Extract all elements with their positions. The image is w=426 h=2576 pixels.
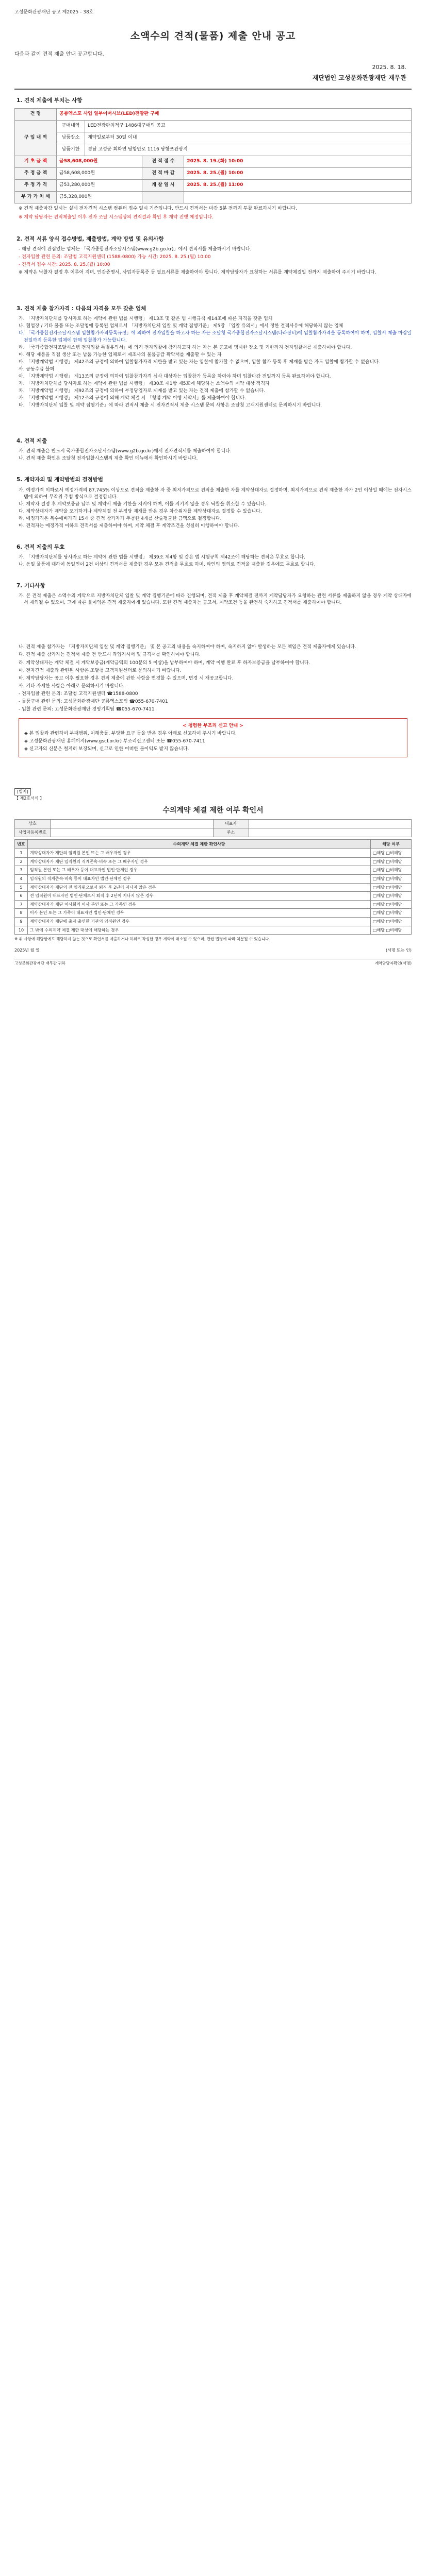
check-item: 임직원 본인 또는 그 배우자 등이 대표자인 법인·단체인 경우 — [28, 866, 371, 875]
signature-row — [14, 947, 412, 954]
list-item: 나. 견적 제출 확인은 조달청 전자입찰시스템의 제출 확인 메뉴에서 확인하시기 바랍니다. — [19, 456, 198, 462]
list-item: 아. 「지방계약법 시행령」 제13조의 규정에 의하여 입찰참가자격 심사 대상자는 입찰참가 등록을 하여야 하며 입찰마감 전일까지 등록 완료하여야 합니다. — [19, 374, 331, 379]
cell-label: 견 적 접 수 — [142, 156, 184, 167]
callout-title: < 청렴한 부조리 신고 안내 > — [183, 723, 243, 728]
list-item: 바. 계약담당자는 공고 이후 필요한 경우 견적 제출에 관한 사항을 변경할 수 있으며, 변경 시 재공고합니다. — [19, 675, 234, 681]
list-item: 바. 「지방계약법 시행령」 제42조의 규정에 의하여 입찰참가자격 제한을 받고 있는 자는 입찰에 참가할 수 없으며, 입찰 참가 등록 후 제재를 받은 자도 입찰에 참가할 수 없습니다. — [19, 359, 380, 365]
check-item: 전 임직원이 대표자인 법인·단체로서 퇴직 후 2년이 지나지 않은 경우 — [28, 892, 371, 901]
check-item: 계약상대자가 재단의 임직원 본인 또는 그 배우자인 경우 — [28, 849, 371, 858]
check-item: 계약상대자가 재단의 전 임직원으로서 퇴직 후 2년이 지나지 않은 경우 — [28, 883, 371, 892]
answer-checkbox[interactable]: □해당 □비해당 — [371, 857, 412, 866]
column-header: 수의계약 체결 제한 확인사항 — [28, 839, 371, 849]
list-item: 마. 견적자는 예정가격 이하로 견적서를 제출하여야 하며, 계약 체결 후 계약조건을 성실히 이행하여야 합니다. — [19, 523, 240, 529]
table-row — [15, 156, 412, 167]
attachment-tag: [별지] — [14, 788, 31, 795]
list-item: 가. 「지방자치단체를 당사자로 하는 계약에 관한 법률 시행령」 제39조 제4항 및 같은 법 시행규칙 제42조에 해당하는 견적은 무효로 합니다. — [19, 555, 305, 560]
overview-table — [14, 108, 412, 204]
contact-line: - 입찰 관련 문의: 고성문화관광재단 경영기획팀 ☎055-670-7411 — [19, 706, 155, 712]
list-item: 나. 견적 제출 참가자는 「지방자치단체 입찰 및 계약 집행기준」 및 본 공고의 내용을 숙지하여야 하며, 숙지하지 않아 발생하는 모든 책임은 견적 제출자에게 있습니다. — [19, 645, 356, 650]
table-row: 4 임직원의 직계존속·비속 등이 대표자인 법인·단체인 경우 □해당 □비해당 — [15, 875, 412, 884]
cell-label: 구 입 내 역 — [15, 120, 57, 156]
section-7-title: 7. 기타사항 — [17, 583, 45, 589]
section-2-title: 2. 견적 서류 양식 접수방법, 제출방법, 계약 방법 및 유의사항 — [17, 235, 164, 242]
table-row — [15, 819, 412, 828]
cell-label: 추 정 금 액 — [15, 167, 57, 179]
footer-right: 계약담당자확인(서명) — [374, 960, 412, 965]
check-item: 그 밖에 수의계약 체결 제한 대상에 해당하는 경우 — [28, 926, 371, 935]
check-item: 임직원의 직계존속·비속 등이 대표자인 법인·단체인 경우 — [28, 875, 371, 884]
cell-value: 2025. 8. 25.(월) 10:00 — [184, 167, 412, 179]
paragraph: ※ 계약은 낙찰자 결정 후 이루어 지며, 인감증명서, 사업자등록증 등 필요서류를 제출하여야 합니다. 계약담당자가 요청하는 서류를 계약체결일 전까지 제출하여 주시기 바랍니다. — [19, 270, 376, 276]
divider — [14, 89, 412, 90]
list-item: 다. 「국가종합전자조달시스템 입찰참가자격등록규정」에 의하여 전자입찰을 하고자 하는 자는 조달청 국가종합전자조달시스템(나라장터)에 입찰참가자격을 등록하여야 하며, 입찰서 제출 마감일 전일까지 등록한 업체에 한해 입찰참가 가능합니다. — [19, 331, 412, 343]
cell-value: 경남 고성군 회화면 당항만로 1116 당항포관광지 — [85, 144, 412, 156]
page-title: 소액수의 견적(물품) 제출 안내 공고 — [130, 30, 296, 42]
list-item: 다. 계약상대자가 계약을 포기하거나 계약체결 전 부정당 제재를 받은 경우 차순위자를 계약상대자로 결정할 수 있습니다. — [19, 509, 262, 514]
cell-value: LED전광판최적구 1486대구매의 공고 — [85, 120, 412, 132]
list-item: 사. 기타 자세한 사항은 아래로 문의하시기 바랍니다. — [19, 683, 125, 689]
cell-label: 주소 — [213, 828, 249, 837]
table-row — [15, 108, 412, 120]
answer-checkbox[interactable]: □해당 □비해당 — [371, 892, 412, 901]
section-1-title: 1. 견적 제출에 부치는 사항 — [17, 97, 83, 104]
additional-notes — [19, 644, 412, 713]
table-row — [15, 828, 412, 837]
cell-label: 견 적 마 감 — [142, 167, 184, 179]
table-row — [15, 132, 412, 144]
list-item: 다. 견적 제출 참가자는 견적서 제출 전 반드시 과업지시서 및 규격서를 확인하여야 합니다. — [19, 652, 201, 658]
list-item: 가. 예정가격 이하로서 예정가격의 87.745% 이상으로 견적을 제출한 자 중 최저가격으로 견적을 제출한 자를 계약상대자로 결정하며, 최저가격으로 견적 제출한 자가 2인 이상일 때에는 전자시스템에 의하여 무작위 추첨 방식으로 결정합니다. — [19, 487, 412, 500]
contact-line: - 물품구매 관련 문의: 고성문화관광재단 공룡엑스포팀 ☎055-670-7401 — [19, 699, 168, 704]
check-item: 계약상대자가 재단에 출자·출연한 기관의 임직원인 경우 — [28, 918, 371, 926]
list-item: 타. 「지방자치단체 입찰 및 계약 집행기준」에 따라 견적서 제출 시 전자견적서 제출 시스템 문의 사항은 조달청 고객지원센터로 문의하시기 바랍니다. — [19, 402, 322, 408]
section-6-title: 6. 견적 제출의 무효 — [17, 544, 65, 550]
table-row: 9 계약상대자가 재단에 출자·출연한 기관의 임직원인 경우 □해당 □비해당 — [15, 918, 412, 926]
restriction-check-table — [14, 839, 412, 935]
cell-value[interactable] — [51, 819, 214, 828]
list-item: 가. 「지방자치단체를 당사자로 하는 계약에 관한 법률 시행령」 제13조 및 같은 법 시행규칙 제14조에 따른 자격을 갖춘 업체 — [19, 316, 273, 322]
contact-line: - 전자입찰 관련 문의: 조달청 고객지원센터 ☎1588-0800 — [19, 691, 138, 697]
sign-date: 2025년 월 일 — [14, 948, 40, 953]
cell-value: 금53,280,000원 — [57, 179, 142, 191]
cell-value — [184, 191, 412, 203]
table-row: 10 그 밖에 수의계약 체결 제한 대상에 해당하는 경우 □해당 □비해당 — [15, 926, 412, 935]
callout-line: ◈ 신고자의 신분은 철저히 보장되며, 신고로 인한 어떠한 불이익도 받지 않습니다. — [24, 746, 189, 752]
section-5-title: 5. 계약자의 및 계약방법의 결정방법 — [17, 477, 103, 483]
integrity-callout — [19, 718, 407, 757]
cell-label: 대표자 — [213, 819, 249, 828]
list-item: 나. 계약자 결정 후 계약보증금 납부 및 계약서 제출 기한을 지켜야 하며, 이를 지키지 않을 경우 낙찰을 취소할 수 있습니다. — [19, 501, 267, 507]
list-item: 라. 「국가종합전자조달시스템 전자입찰 특별유의서」에 의거 전자입찰에 참가하고자 하는 자는 본 공고에 명시한 장소 및 기한까지 전자입찰서를 제출하여야 합니다. — [19, 345, 352, 350]
cell-value: 공룡엑스포 사업 일부이머시브(LED)전광판 구매 — [57, 108, 412, 120]
answer-checkbox[interactable]: □해당 □비해당 — [371, 900, 412, 909]
paragraph: - 견적서 접수 시간: 2025. 8. 25.(월) 10:00 — [19, 262, 110, 268]
issuing-organization: 재단법인 고성문화관광재단 재무관 — [312, 74, 406, 82]
note: ※ 계약 담당자는 견적제출일 이후 전자 조달 시스템상의 견적결과 확인 후 계약 진행 예정입니다. — [19, 214, 214, 220]
paragraph: - 전자입찰 관련 문의: 조달청 고객지원센터 (1588-0800) 가능 시간: 2025. 8. 25.(월) 10:00 — [19, 255, 211, 260]
cell-value: 2025. 8. 25.(월) 11:00 — [184, 179, 412, 191]
list-item: 나. 동일 물품에 대하여 동일인이 2건 이상의 견적서를 제출한 경우 모든 견적을 무효로 하며, 타인의 명의로 견적을 제출한 경우에도 무효로 합니다. — [19, 562, 316, 568]
form-number: 【 제2호서식 】 — [14, 795, 44, 801]
list-item: 가. 본 견적 제출은 소액수의 계약으로 지방자치단체 입찰 및 계약 집행기준에 따라 진행되며, 견적 제출 후 계약체결 전까지 계약담당자가 요청하는 관련 서류를 제출하지 않을 경우 계약 상대자에서 제외될 수 있으며, 그에 따른 불이익은 견적 제출자에게 있습니다. 또한 견적 제출자는 공고서, 계약조건 등을 완전히 숙지하고 견적서를 제출하여야 합니다. — [19, 594, 412, 606]
check-item: 계약상대자가 재단 임직원의 직계존속·비속 또는 그 배우자인 경우 — [28, 857, 371, 866]
cell-value[interactable] — [249, 819, 412, 828]
cell-label: 부 가 가 치 세 — [15, 191, 57, 203]
table-row — [15, 191, 412, 203]
answer-checkbox[interactable]: □해당 □비해당 — [371, 918, 412, 926]
cell-label: 추 정 가 격 — [15, 179, 57, 191]
cell-label: 개 찰 일 시 — [142, 179, 184, 191]
footer-left: 고성문화관광재단 재무관 귀하 — [14, 960, 65, 965]
cell-label: 기 초 금 액 — [15, 156, 57, 167]
column-header: 해당 여부 — [371, 839, 412, 849]
cell-value[interactable] — [249, 828, 412, 837]
cell-sublabel: 납품기한 — [57, 144, 85, 156]
intro-text: 다음과 같이 견적 제출 안내 공고합니다. — [14, 51, 104, 57]
notice-date: 2025. 8. 18. — [372, 64, 406, 71]
list-item: 가. 견적 제출은 반드시 국가종합전자조달시스템(www.g2b.go.kr)에서 전자견적서를 제출하여야 합니다. — [19, 449, 232, 454]
callout-line: ◈ 본 입찰과 관련하여 부패행위, 이해충돌, 부당한 요구 등을 받은 경우 아래로 신고하여 주시기 바랍니다. — [24, 731, 237, 736]
table-header-row — [15, 839, 412, 849]
answer-checkbox[interactable]: □해당 □비해당 — [371, 926, 412, 935]
list-item: 나. 협업장 / 기타 물품 또는 조달청에 등록된 업체로서 「지방자치단체 입찰 및 계약 집행기준」 제5장 「입찰 유의서」에서 정한 결격사유에 해당하지 않는 업체 — [19, 324, 343, 329]
cell-value: 2025. 8. 19.(화) 10:00 — [184, 156, 412, 167]
table-row: 1 계약상대자가 재단의 임직원 본인 또는 그 배우자인 경우 □해당 □비해당 — [15, 849, 412, 858]
cell-value[interactable] — [51, 828, 214, 837]
table-row: 5 계약상대자가 재단의 전 임직원으로서 퇴직 후 2년이 지나지 않은 경우 □해당 □비해당 — [15, 883, 412, 892]
list-item: 차. 「지방계약법 시행령」 제92조의 규정에 의하여 부정당업자로 제재를 받고 있는 자는 견적 제출에 참가할 수 없습니다. — [19, 388, 266, 394]
cell-label: 상호 — [15, 819, 51, 828]
cell-value: 계약일로부터 30일 이내 — [85, 132, 412, 144]
cell-sublabel: 구매내역 — [57, 120, 85, 132]
list-item: 카. 「지방계약법 시행령」 제12조의 규정에 의해 계약 체결 시 「청렴 계약 이행 서약서」를 제출하여야 합니다. — [19, 395, 246, 401]
table-row — [15, 167, 412, 179]
section-3-title: 3. 견적 제출 참가자격 : 다음의 자격을 모두 갖춘 업체 — [17, 306, 146, 312]
answer-checkbox[interactable]: □해당 □비해당 — [371, 883, 412, 892]
sign-name[interactable]: (서명 또는 인) — [386, 948, 412, 953]
cell-label — [142, 191, 184, 203]
form-footer — [14, 959, 412, 967]
cell-value: 금5,328,000원 — [57, 191, 142, 203]
table-row — [15, 179, 412, 191]
cell-value: 금58,608,000원 — [57, 156, 142, 167]
column-header: 번호 — [15, 839, 28, 849]
answer-checkbox[interactable]: □해당 □비해당 — [371, 875, 412, 884]
table-row: 7 계약상대자가 재단 이사회의 이사 본인 또는 그 가족인 경우 □해당 □비해당 — [15, 900, 412, 909]
answer-checkbox[interactable]: □해당 □비해당 — [371, 909, 412, 918]
table-row: 3 임직원 본인 또는 그 배우자 등이 대표자인 법인·단체인 경우 □해당 □비해당 — [15, 866, 412, 875]
cell-value: 금58,608,000원 — [57, 167, 142, 179]
attachment-form — [14, 788, 412, 967]
check-item: 계약상대자가 재단 이사회의 이사 본인 또는 그 가족인 경우 — [28, 900, 371, 909]
cell-label: 건 명 — [15, 108, 57, 120]
table-row: 2 계약상대자가 재단 임직원의 직계존속·비속 또는 그 배우자인 경우 □해당 □비해당 — [15, 857, 412, 866]
list-item: 마. 해당 제품을 직접 생산 또는 납품 가능한 업체로서 제조사의 물품공급 확약서를 제출할 수 있는 자 — [19, 352, 222, 358]
list-item: 라. 예정가격은 복수예비가격 15개 중 견적 참가자가 추첨한 4개를 산술평균한 금액으로 결정합니다. — [19, 516, 222, 521]
answer-checkbox[interactable]: □해당 □비해당 — [371, 866, 412, 875]
cell-label: 사업자등록번호 — [15, 828, 51, 837]
attachment-title: 수의계약 체결 제한 여부 확인서 — [162, 806, 264, 815]
table-row — [15, 120, 412, 132]
notice-page — [0, 0, 426, 977]
applicant-info-table — [14, 819, 412, 837]
cell-sublabel: 납품장소 — [57, 132, 85, 144]
note: ※ 견적 제출마감 일시는 실제 전자견적 시스템 컴퓨터 접수 일시 기준입니다. 반드시 견적서는 마감 5분 전까지 투찰 완료하시기 바랍니다. — [19, 206, 297, 211]
paragraph: - 해당 견적에 관심있는 업체는 「국가종합전자조달시스템(www.g2b.go.kr)」에서 견적서를 제출하시기 바랍니다. — [19, 246, 252, 252]
check-item: 이사 본인 또는 그 가족이 대표자인 법인·단체인 경우 — [28, 909, 371, 918]
section-4-title: 4. 견적 제출 — [17, 437, 47, 444]
list-item: 라. 계약상대자는 계약 체결 시 계약보증금(계약금액의 100분의 5 이상)을 납부하여야 하며, 계약 이행 완료 후 하자보증금을 납부하여야 합니다. — [19, 660, 310, 666]
answer-checkbox[interactable]: □해당 □비해당 — [371, 849, 412, 858]
list-item: 마. 전자견적 제출과 관련된 사항은 조달청 고객지원센터로 문의하시기 바랍니다. — [19, 668, 182, 673]
table-row: 8 이사 본인 또는 그 가족이 대표자인 법인·단체인 경우 □해당 □비해당 — [15, 909, 412, 918]
list-item: 자. 「지방자치단체를 당사자로 하는 계약에 관한 법률 시행령」 제30조 제1항 제5호에 해당하는 소액수의 계약 대상 적격자 — [19, 381, 270, 386]
list-item: 사. 공동수급 불허 — [19, 366, 55, 372]
callout-line: ◈ 고성문화관광재단 홈페이지(www.gscf.or.kr) 부조리신고센터 또는 ☎055-670-7411 — [24, 738, 205, 744]
table-row — [15, 144, 412, 156]
publication-number: 고성문화관광재단 공고 제2025 - 38호 — [14, 10, 94, 15]
footnote: ※ 위 사항에 해당함에도 해당하지 않는 것으로 확인서를 제출하거나 허위로 작성한 경우 계약이 취소될 수 있으며, 관련 법령에 따라 처분될 수 있습니다. — [14, 937, 270, 942]
table-row: 6 전 임직원이 대표자인 법인·단체로서 퇴직 후 2년이 지나지 않은 경우 □해당 □비해당 — [15, 892, 412, 901]
